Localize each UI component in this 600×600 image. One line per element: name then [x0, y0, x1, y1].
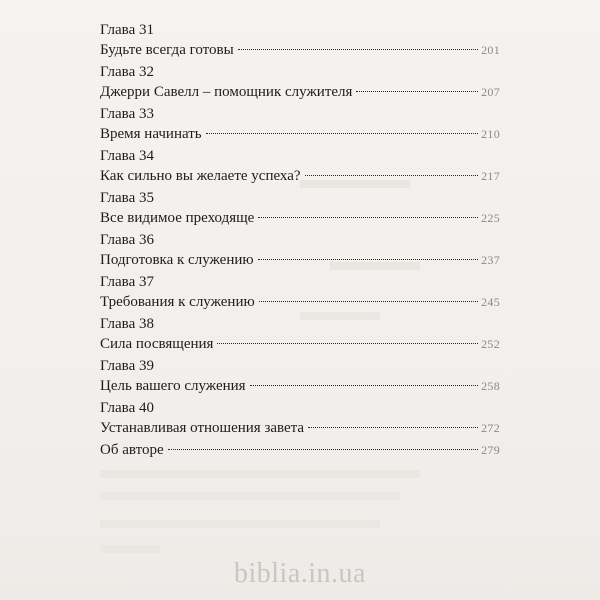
- toc-line: [100, 440, 500, 460]
- bleed-through-mark: [100, 520, 380, 528]
- toc-line: [100, 166, 500, 186]
- dot-leader: [168, 449, 478, 450]
- toc-entry: [100, 62, 500, 102]
- chapter-number: Глава 32: [100, 64, 154, 80]
- chapter-number: Глава 34: [100, 148, 154, 164]
- chapter-number: Глава 36: [100, 232, 154, 248]
- toc-line: [100, 124, 500, 144]
- toc-entry: [100, 398, 500, 438]
- chapter-number: Глава 38: [100, 316, 154, 332]
- toc-entry: [100, 146, 500, 186]
- toc-entry: [100, 272, 500, 312]
- chapter-title: Будьте всегда готовы: [100, 42, 234, 58]
- chapter-number: Глава 37: [100, 274, 154, 290]
- chapter-number: Глава 33: [100, 106, 154, 122]
- page-number: 252: [481, 337, 500, 351]
- bleed-through-mark: [100, 545, 160, 553]
- page-number: 237: [481, 253, 500, 267]
- toc-line: [100, 82, 500, 102]
- dot-leader: [238, 49, 478, 50]
- chapter-title: Требования к служению: [100, 294, 255, 310]
- toc-line: [100, 418, 500, 438]
- chapter-number: Глава 40: [100, 400, 154, 416]
- chapter-title: Время начинать: [100, 126, 202, 142]
- toc-entry: [100, 314, 500, 354]
- page-number: 217: [481, 169, 500, 183]
- page-number: 279: [481, 443, 500, 457]
- chapter-number: Глава 35: [100, 190, 154, 206]
- dot-leader: [305, 175, 479, 176]
- dot-leader: [206, 133, 478, 134]
- page-number: 258: [481, 379, 500, 393]
- toc-entry: [100, 104, 500, 144]
- toc-entry-about-author: [100, 440, 500, 460]
- dot-leader: [356, 91, 478, 92]
- toc-line: [100, 376, 500, 396]
- chapter-title: Как сильно вы желаете успеха?: [100, 168, 301, 184]
- toc-line: [100, 40, 500, 60]
- toc-entry: [100, 188, 500, 228]
- toc-line: [100, 250, 500, 270]
- chapter-title: Джерри Савелл – помощник служителя: [100, 84, 353, 100]
- page-number: 207: [481, 85, 500, 99]
- watermark: biblia.in.ua: [234, 558, 366, 589]
- page-number: 245: [481, 295, 500, 309]
- chapter-number: Глава 31: [100, 22, 154, 38]
- chapter-title: Подготовка к служению: [100, 252, 254, 268]
- bleed-through-mark: [100, 470, 420, 478]
- chapter-title: Устанавливая отношения завета: [100, 420, 305, 436]
- toc-line: [100, 334, 500, 354]
- toc-line: [100, 292, 500, 312]
- chapter-title: Цель вашего служения: [100, 378, 246, 394]
- page-number: 225: [481, 211, 500, 225]
- dot-leader: [259, 301, 478, 302]
- toc-line: [100, 208, 500, 228]
- page-number: 201: [481, 43, 500, 57]
- dot-leader: [258, 259, 479, 260]
- chapter-title: Сила посвящения: [100, 336, 214, 352]
- dot-leader: [258, 217, 478, 218]
- toc-entry: [100, 230, 500, 270]
- chapter-title: Все видимое преходяще: [100, 210, 255, 226]
- about-author-title: Об авторе: [100, 442, 164, 458]
- page-number: 272: [481, 421, 500, 435]
- dot-leader: [250, 385, 479, 386]
- chapter-number: Глава 39: [100, 358, 154, 374]
- dot-leader: [308, 427, 478, 428]
- bleed-through-mark: [100, 492, 400, 500]
- toc-entry: [100, 20, 500, 60]
- table-of-contents: [100, 20, 500, 462]
- toc-entry: [100, 356, 500, 396]
- dot-leader: [217, 343, 478, 344]
- page-number: 210: [481, 127, 500, 141]
